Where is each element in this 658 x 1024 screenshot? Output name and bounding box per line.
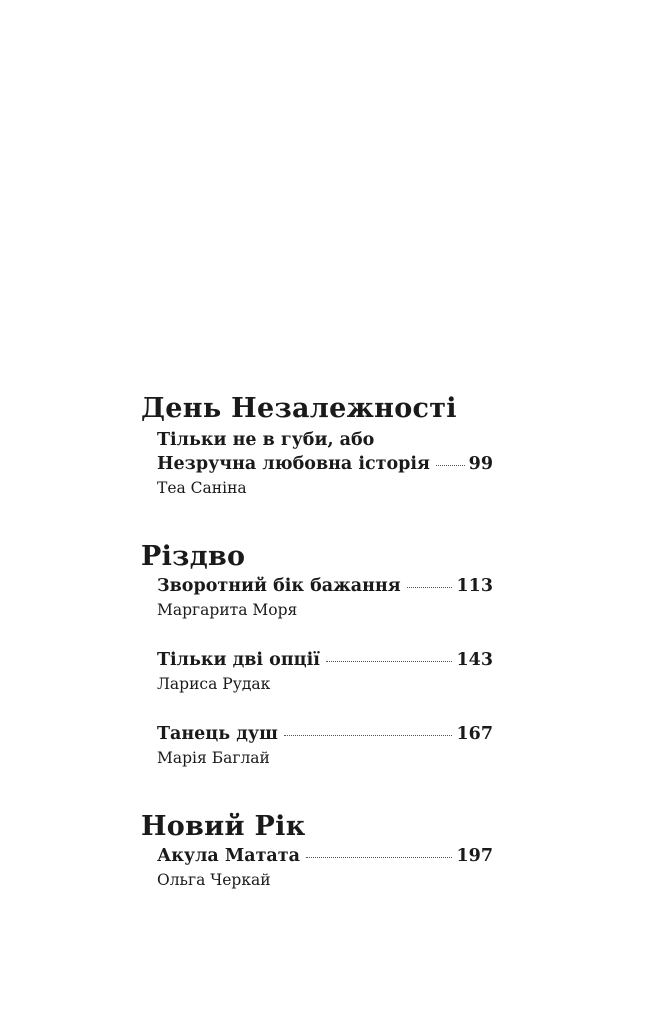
entry-title-line-2: Незручна любовна історія — [157, 454, 430, 474]
entry-line — [157, 648, 493, 672]
table-of-contents — [141, 392, 493, 892]
section-title: Різдво — [141, 541, 246, 572]
dot-leader — [284, 735, 453, 736]
page-number: 99 — [468, 454, 493, 474]
entry-title: Тільки дві опції — [157, 650, 320, 670]
dot-leader — [306, 857, 453, 858]
entry-line — [157, 452, 493, 476]
entry-author: Маргарита Моря — [157, 601, 298, 619]
page-number: 197 — [456, 846, 493, 866]
dot-leader — [326, 661, 453, 662]
page-number: 143 — [456, 650, 493, 670]
entry-title: Зворотний бік бажання — [157, 576, 401, 596]
toc-entry[interactable] — [141, 844, 493, 892]
page-number: 113 — [456, 576, 493, 596]
dot-leader — [436, 465, 465, 466]
entry-title-line-1: Тільки не в губи, або — [157, 430, 375, 450]
entry-author: Теа Саніна — [157, 479, 247, 497]
entry-line — [157, 574, 493, 598]
entry-author: Ольга Черкай — [157, 871, 271, 889]
section-title: Новий Рік — [141, 811, 306, 842]
section-title: День Незалежності — [141, 393, 457, 424]
page-number: 167 — [456, 724, 493, 744]
entry-line — [157, 722, 493, 746]
toc-entry[interactable] — [141, 722, 493, 770]
toc-section-christmas — [141, 540, 493, 770]
dot-leader — [407, 587, 453, 588]
toc-section-independence-day — [141, 392, 493, 500]
toc-entry[interactable] — [141, 648, 493, 696]
entry-author: Марія Баглай — [157, 749, 270, 767]
entry-line — [157, 844, 493, 868]
entry-title: Танець душ — [157, 724, 278, 744]
toc-section-new-year — [141, 810, 493, 892]
toc-entry[interactable] — [141, 574, 493, 622]
entry-title: Акула Матата — [157, 846, 300, 866]
entry-author: Лариса Рудак — [157, 675, 271, 693]
toc-entry[interactable] — [141, 428, 493, 500]
